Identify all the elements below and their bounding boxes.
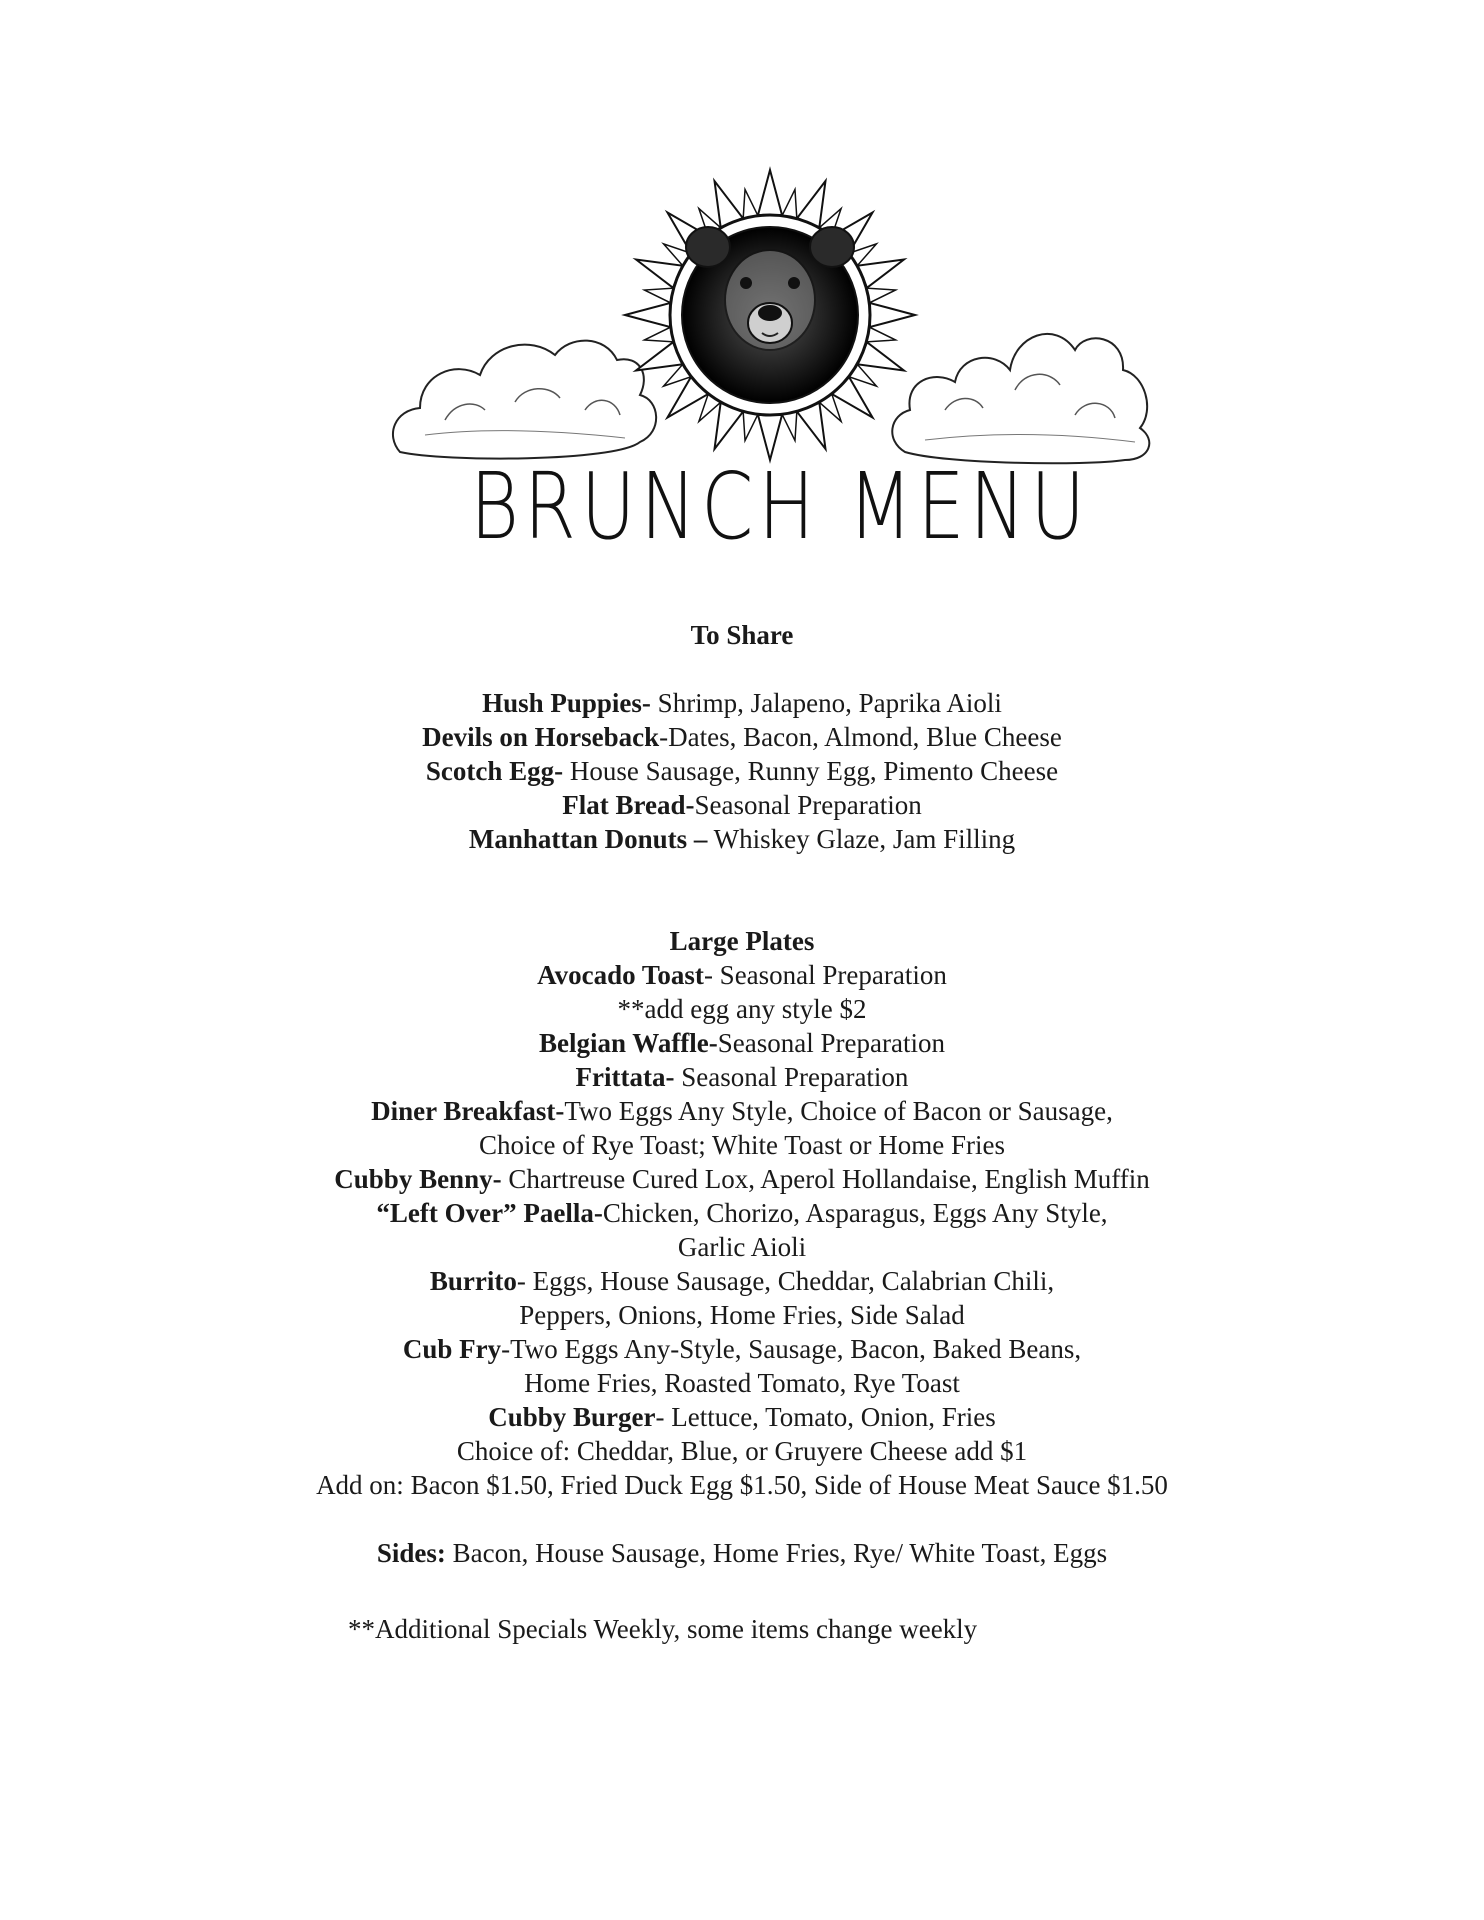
menu-item — [0, 822, 1484, 856]
item-desc-cont: Choice of Rye Toast; White Toast or Home Fries — [478, 1130, 1006, 1160]
page-title — [460, 453, 1100, 560]
item-name: Manhattan Donuts – — [468, 824, 708, 854]
item-name: Flat Bread- — [562, 790, 695, 820]
item-desc-cont: Peppers, Onions, Home Fries, Side Salad — [519, 1300, 965, 1330]
item-desc: Seasonal Preparation — [717, 1028, 945, 1058]
menu-body — [0, 618, 1484, 1570]
item-desc: -Two Eggs Any-Style, Sausage, Bacon, Baked Beans, — [501, 1334, 1082, 1364]
item-desc: House Sausage, Runny Egg, Pimento Cheese — [563, 756, 1059, 786]
item-name: Scotch Egg- — [425, 756, 564, 786]
item-desc: Shrimp, Jalapeno, Paprika Aioli — [650, 688, 1002, 718]
menu-item — [0, 1196, 1484, 1230]
item-desc: -Dates, Bacon, Almond, Blue Cheese — [659, 722, 1062, 752]
item-name: Cub Fry — [402, 1334, 502, 1364]
item-desc-cont: Add on: Bacon $1.50, Fried Duck Egg $1.50, Side of House Meat Sauce $1.50 — [316, 1470, 1168, 1500]
menu-item — [0, 1026, 1484, 1060]
section-heading-large-plates: Large Plates — [669, 926, 815, 956]
menu-item — [0, 1094, 1484, 1128]
item-name: Cubby Benny- — [334, 1164, 502, 1194]
item-name: Cubby Burger — [488, 1402, 656, 1432]
item-desc: Seasonal Preparation — [694, 790, 922, 820]
item-name: Avocado Toast — [537, 960, 704, 990]
item-name: Belgian Waffle- — [539, 1028, 718, 1058]
sides-line — [0, 1536, 1484, 1570]
item-desc: - Eggs, House Sausage, Cheddar, Calabrian Chili, — [516, 1266, 1055, 1296]
item-desc: - Lettuce, Tomato, Onion, Fries — [655, 1402, 996, 1432]
menu-item — [0, 720, 1484, 754]
item-desc-cont: Choice of: Cheddar, Blue, or Gruyere Cheese add $1 — [456, 1436, 1028, 1466]
item-desc-cont: Garlic Aioli — [677, 1232, 807, 1262]
menu-item — [0, 1332, 1484, 1366]
section-heading-to-share: To Share — [690, 620, 794, 650]
item-name: Devils on Horseback — [422, 722, 660, 752]
menu-item — [0, 1162, 1484, 1196]
item-desc: - Seasonal Preparation — [703, 960, 947, 990]
menu-item — [0, 958, 1484, 992]
item-desc: Seasonal Preparation — [674, 1062, 909, 1092]
bear-sun-clouds-icon — [385, 170, 1160, 470]
item-desc: Chicken, Chorizo, Asparagus, Eggs Any Style, — [602, 1198, 1108, 1228]
sides-text: Bacon, House Sausage, Home Fries, Rye/ White Toast, Eggs — [445, 1538, 1108, 1568]
item-name: Frittata- — [575, 1062, 675, 1092]
item-desc-cont: Home Fries, Roasted Tomato, Rye Toast — [524, 1368, 960, 1398]
item-name: Burrito — [429, 1266, 517, 1296]
item-desc: Two Eggs Any Style, Choice of Bacon or Sausage, — [564, 1096, 1113, 1126]
menu-item — [0, 754, 1484, 788]
menu-item — [0, 1060, 1484, 1094]
item-name: Hush Puppies- — [482, 688, 651, 718]
item-name: “Left Over” Paella- — [376, 1198, 603, 1228]
menu-item — [0, 1400, 1484, 1434]
item-desc: Whiskey Glaze, Jam Filling — [707, 824, 1016, 854]
sides-label: Sides: — [376, 1538, 446, 1568]
svg-text:BRUNCH MENU: BRUNCH MENU — [470, 453, 1090, 560]
footer-note-text: **Additional Specials Weekly, some items change weekly — [348, 1614, 978, 1644]
menu-item — [0, 1264, 1484, 1298]
item-name: Diner Breakfast- — [371, 1096, 565, 1126]
menu-item — [0, 686, 1484, 720]
item-desc: Chartreuse Cured Lox, Aperol Hollandaise, English Muffin — [501, 1164, 1150, 1194]
item-note: **add egg any style $2 — [617, 994, 867, 1024]
menu-item — [0, 788, 1484, 822]
